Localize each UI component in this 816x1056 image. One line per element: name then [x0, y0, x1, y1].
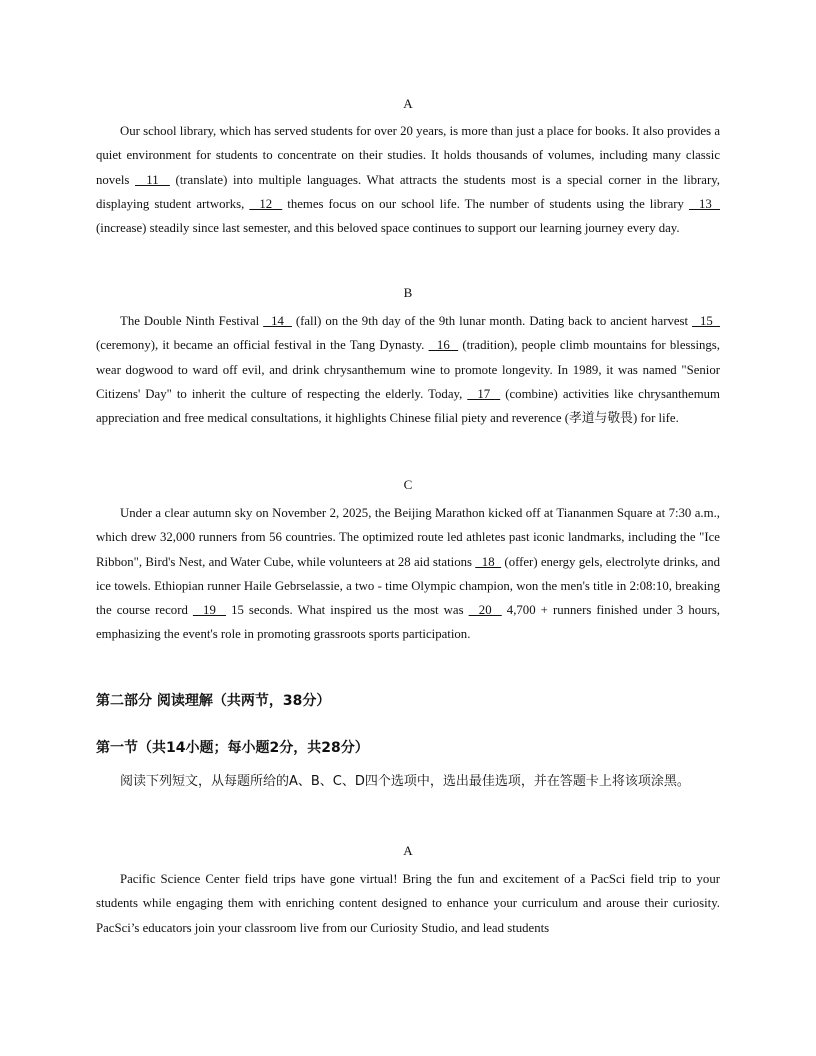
- blank-14[interactable]: 14: [263, 314, 292, 328]
- blank-19[interactable]: 19: [192, 603, 226, 618]
- blank-15[interactable]: 15: [692, 314, 720, 328]
- blank-18[interactable]: 18: [475, 554, 502, 569]
- passage-b-heading: B: [403, 285, 413, 300]
- passage-text: (increase) steadily since last semester, and this beloved space continues to support our learning journey every day.: [96, 221, 680, 236]
- blank-20[interactable]: 20: [468, 603, 502, 618]
- passage-text: Our school library, which has served students for over 20 years, is more than just a place for books. It also provides a quiet environment for students to concentrate on their studies. It holds thousands of volumes, including many classic novels: [96, 124, 720, 187]
- passage-text: (offer) energy gels, electrolyte drinks, and ice towels. Ethiopian runner Haile Gebrselassie, a two - time Olympic champion, won the men's title in 2:08:10, breaking the course record: [96, 554, 721, 618]
- passage-text: The Double Ninth Festival: [120, 314, 264, 328]
- passage-c-paragraph: [96, 501, 720, 647]
- passage-text: themes focus on our school life. The number of students using the library: [282, 196, 689, 211]
- blank-13[interactable]: 13: [688, 196, 721, 211]
- instructions: 阅读下列短文，从每题所给的A、B、C、D四个选项中，选出最佳选项，并在答题卡上将该项涂黑。: [120, 774, 690, 789]
- part-two-title: 第二部分 阅读理解（共两节，38分）: [96, 693, 331, 709]
- blank-12[interactable]: 12: [249, 196, 283, 211]
- passage-b-paragraph: [96, 309, 720, 430]
- passage-a-heading: A: [403, 96, 413, 111]
- passage-text: (fall) on the 9th day of the 9th lunar month. Dating back to ancient harvest: [291, 314, 693, 328]
- section-one-title: 第一节（共14小题；每小题2分，共28分）: [96, 740, 369, 756]
- passage-text: Under a clear autumn sky on November 2, 2025, the Beijing Marathon kicked off at Tiananmen Square at 7:30 a.m., which drew 32,000 runners from 56 countries. The optimized route led athletes past iconic landmarks, including the "Ice Ribbon", Bird's Nest, and Water Cube, while volunteers at 28 aid stations: [96, 506, 720, 569]
- passage-text: (combine) activities like chrysanthemum appreciation and free medical consultations, it highlights Chinese filial piety and reverence (孝道与敬畏) for life.: [96, 386, 721, 426]
- blank-17[interactable]: 17: [467, 386, 501, 401]
- blank-16[interactable]: 16: [428, 338, 459, 353]
- passage-a-paragraph: [96, 119, 720, 240]
- reading-a-paragraph: Pacific Science Center field trips have gone virtual! Bring the fun and excitement of a PacSci field trip to your students while engaging them with enriching content designed to enhance your curriculum and arouse their curiosity. PacSci’s educators join your classroom live from our Curiosity Studio, and lead students: [96, 872, 720, 935]
- blank-11[interactable]: 11: [135, 172, 170, 187]
- passage-text: 15 seconds. What inspired us the most was: [226, 603, 469, 618]
- passage-text: 4,700 + runners finished under 3 hours, emphasizing the event's role in promoting grassroots sports participation.: [96, 603, 721, 642]
- passage-text: (ceremony), it became an official festival in the Tang Dynasty.: [96, 338, 429, 353]
- passage-c-heading: C: [403, 477, 413, 492]
- passage-text: (tradition), people climb mountains for blessings, wear dogwood to ward off evil, and drink chrysanthemum wine to promote longevity. In 1989, it was named "Senior Citizens' Day" to inherit the culture of respecting the elderly. Today,: [96, 338, 720, 401]
- reading-a-heading: A: [403, 843, 413, 858]
- passage-text: (translate) into multiple languages. What attracts the students most is a special corner in the library, displaying student artworks,: [96, 172, 720, 211]
